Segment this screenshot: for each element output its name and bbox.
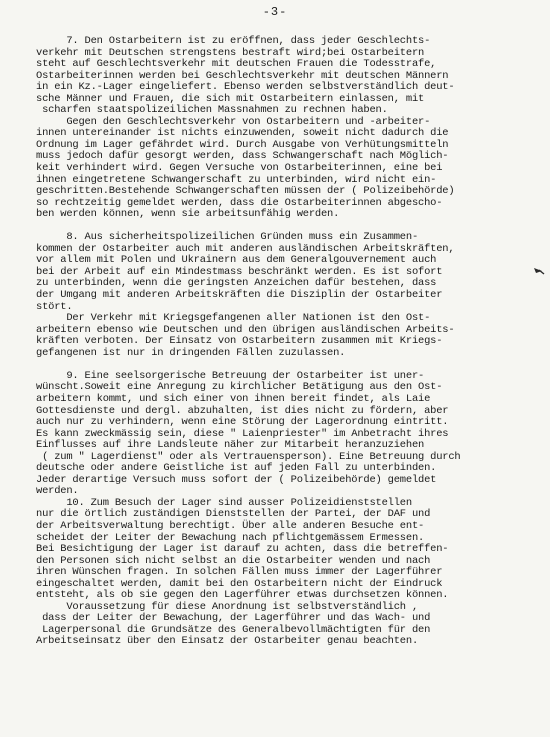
text-line: geschritten.Bestehende Schwangerschaften müssen der ( Polizeibehörde) (36, 185, 455, 198)
text-line: Voraussetzung für diese Anordnung ist selbstverständlich , (36, 600, 419, 613)
text-line: so rechtzeitig gemeldet werden, dass die Ostarbeiterinnen abgescho- (36, 196, 443, 209)
text-line: steht auf Geschlechtsverkehr mit deutschen Frauen die Todesstrafe, (36, 58, 437, 71)
text-line: 10. Zum Besuch der Lager sind ausser Polizeidienststellen (36, 496, 412, 509)
text-line: deutsche oder andere Geistliche ist auf jeden Fall zu unterbinden. (36, 462, 437, 475)
text-line: ihnen eingetretene Schwangerschaft zu unterbinden, wird nicht ein- (36, 173, 437, 186)
text-line: 7. Den Ostarbeitern ist zu eröffnen, dass jeder Geschlechts- (36, 35, 431, 47)
text-line: Einflusses auf ihre Landsleute näher zur Mitarbeit heranzuziehen (36, 439, 425, 452)
text-line: ben werden können, wenn sie arbeitsunfähig werden. (36, 208, 340, 221)
text-line: ( zum " Lagerdienst" oder als Vertrauensperson). Eine Betreuung durch (36, 450, 461, 463)
text-line: der Arbeitsverwaltung berechtigt. Über alle anderen Besuche ent- (36, 519, 425, 532)
text-line: Ordnung im Lager gefährdet wird. Durch Ausgabe von Verhütungsmitteln (36, 138, 449, 151)
text-line: Bei Besichtigung der Lager ist darauf zu achten, dass die betreffen- (36, 543, 449, 556)
text-line: scharfen staatspolizeilichen Massnahmen zu rechnen haben. (36, 104, 388, 117)
text-line: stört. (36, 300, 73, 313)
text-line: Gegen den Geschlechtsverkehr von Ostarbeitern und -arbeiter- (36, 115, 431, 128)
text-line: 8. Aus sicherheitspolizeilichen Gründen muss ein Zusammen- (36, 231, 419, 244)
page-number: -3- (262, 5, 288, 19)
text-line: dass der Leiter der Bewachung, der Lagerführer und das Wach- und (36, 612, 431, 625)
text-line: 9. Eine seelsorgerische Betreuung der Ostarbeiter ist uner- (36, 369, 425, 382)
text-line: wünscht.Soweit eine Anregung zu kirchlicher Betätigung aus den Ost- (36, 381, 443, 394)
text-line: kommen der Ostarbeiter auch mit anderen ausländischen Arbeitskräften, (36, 242, 455, 255)
text-line: ihren Wünschen fragen. In solchen Fällen muss immer der Lagerführer (36, 566, 443, 579)
text-line: in ein Kz.-Lager eingeliefert. Ebenso werden selbstverständlich deut- (36, 81, 455, 94)
text-line: innen untereinander ist nichts einzuwenden, soweit nicht dadurch die (36, 127, 449, 140)
text-line: arbeitern ebenso wie Deutschen und den übrigen ausländischen Arbeits- (36, 323, 455, 336)
text-line: verkehr mit Deutschen strengstens bestraft wird;bei Ostarbeitern (36, 46, 425, 59)
text-line: Ostarbeiterinnen werden bei Geschlechtsverkehr mit deutschen Männern (36, 69, 449, 82)
text-line: zu unterbinden, wenn die geringsten Anzeichen dafür bestehen, dass (36, 277, 437, 290)
text-line: arbeitern kommt, und sich einer von ihnen bereit findet, als Laie (36, 392, 431, 405)
text-line: sche Männer und Frauen, die sich mit Ostarbeitern einlassen, mit (36, 92, 425, 105)
text-line: bei der Arbeit auf ein Mindestmass beschränkt werden. Es ist sofort (36, 265, 443, 278)
text-line: entsteht, als ob sie gegen den Lagerführer etwas durchsetzen können. (36, 589, 449, 602)
text-line: muss jedoch dafür gesorgt werden, dass Schwangerschaft nach Möglich- (36, 150, 449, 163)
text-line: werden. (36, 485, 79, 498)
text-line: Arbeitseinsatz über den Einsatz der Ostarbeiter genau beachten. (36, 635, 419, 648)
text-line: den Personen sich nicht selbst an die Ostarbeiter wenden und nach (36, 554, 431, 567)
text-line: Der Verkehr mit Kriegsgefangenen aller Nationen ist den Ost- (36, 312, 431, 325)
text-line: nur die örtlich zuständigen Dienststellen der Partei, der DAF und (36, 508, 431, 521)
text-line: der Umgang mit anderen Arbeitskräften die Disziplin der Ostarbeiter (36, 289, 443, 302)
text-line: kräften verboten. Der Einsatz von Ostarbeitern zusammen mit Kriegs- (36, 335, 443, 348)
text-line: Es kann zweckmässig sein, diese " Laienpriester" im Anbetracht ihres (36, 427, 449, 440)
text-line: keit verhindert wird. Gegen Versuche von Ostarbeiterinnen, eine bei (36, 162, 443, 175)
text-line: auch nur zu verhindern, wenn eine Störung der Lagerordnung eintritt. (36, 416, 449, 429)
text-line: scheidet der Leiter der Bewachung nach pflichtgemässem Ermessen. (36, 531, 425, 544)
text-line: Jeder derartige Versuch muss sofort der ( Polizeibehörde) gemeldet (36, 473, 437, 486)
text-line: gefangenen ist nur in dringenden Fällen zuzulassen. (36, 346, 346, 359)
text-line: Gottesdienste und dergl. abzuhalten, ist dies nicht zu fördern, aber (36, 404, 449, 417)
text-line: vor allem mit Polen und Ukrainern aus dem Generalgouvernement auch (36, 254, 437, 267)
text-line: Lagerpersonal die Grundsätze des Generalbevollmächtigten für den (36, 623, 431, 636)
pencil-mark-icon (533, 266, 545, 276)
text-line: eingeschaltet werden, damit bei den Ostarbeitern nicht der Eindruck (36, 577, 443, 590)
document-body (36, 36, 536, 648)
